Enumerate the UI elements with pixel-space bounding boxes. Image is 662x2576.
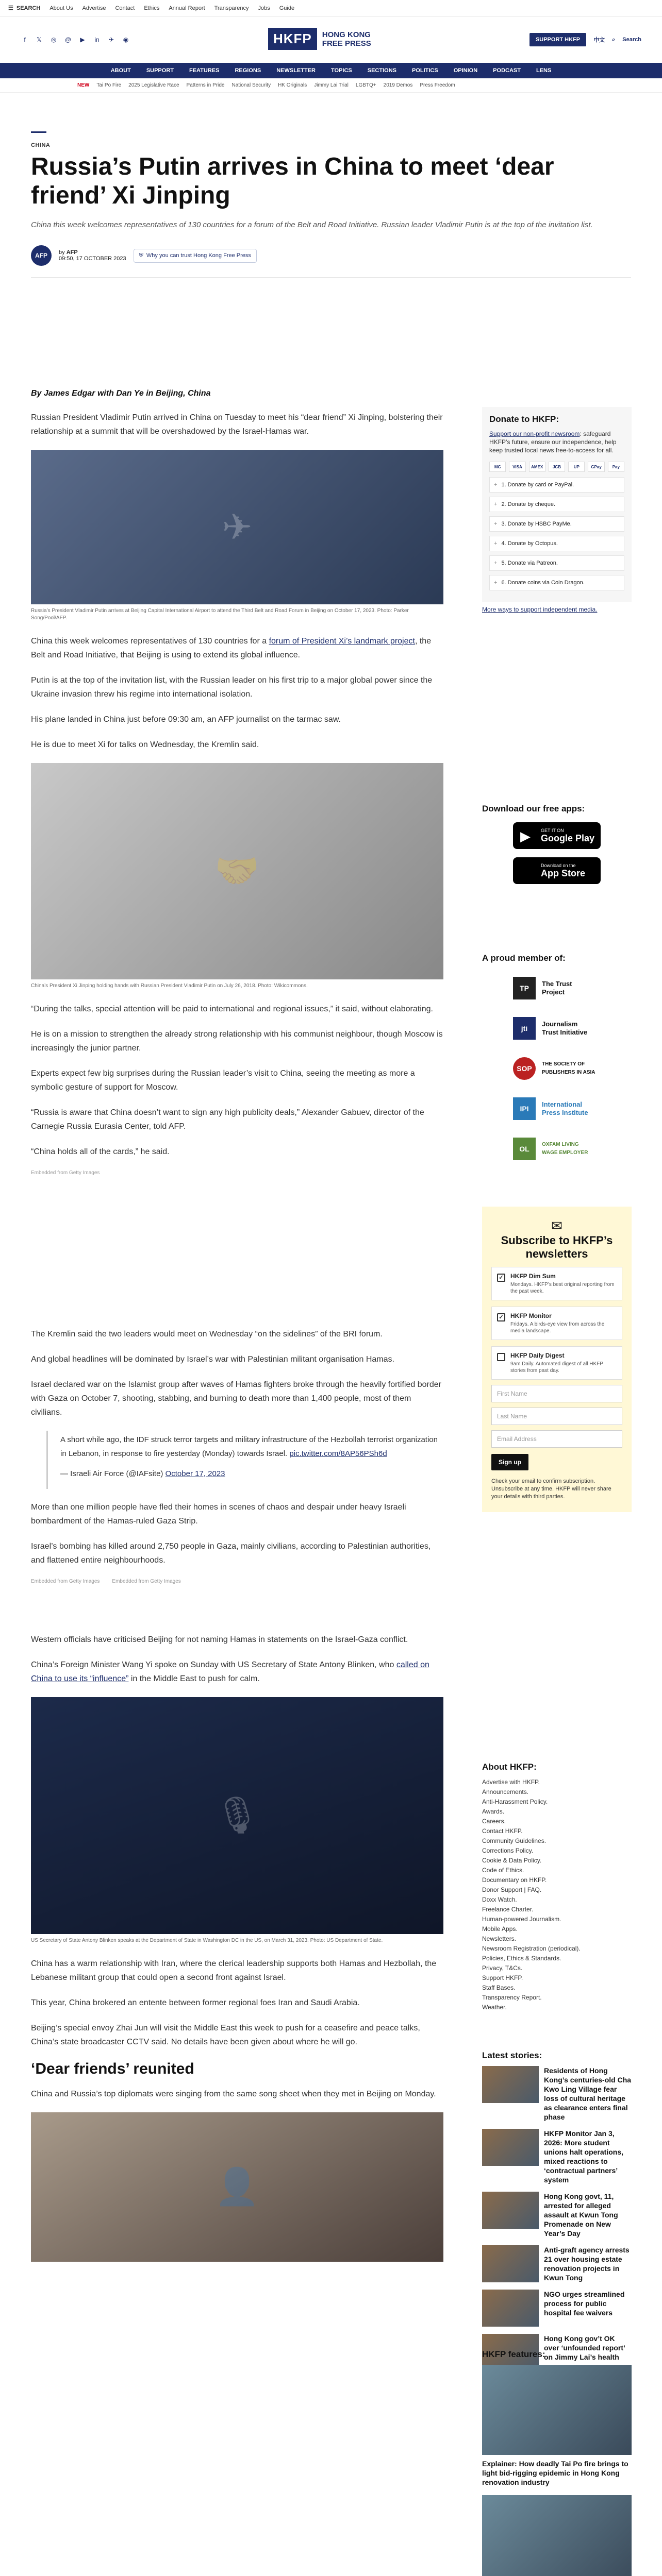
paragraph: Israel declared war on the Islamist group after waves of Hamas fighters broke through the heavily fortified border with Gaza on October 7, shooting, stabbing, and burning to death more than 1,400 people, most of them civilians. bbox=[31, 1380, 441, 1417]
applepay-icon: Pay bbox=[608, 462, 624, 472]
photo-caption: China’s President Xi Jinping holding hands with Russian President Vladimir Putin on July 26, 2018. Photo: Wikicommons. bbox=[31, 983, 308, 989]
donate-support-link[interactable]: Support our non-profit newsroom bbox=[489, 430, 580, 437]
newsletter-note: Check your email to confirm subscription. Unsubscribe at any time. HKFP will never share your details with third parties. bbox=[491, 1478, 611, 1500]
sidebar-donate bbox=[482, 407, 632, 613]
topbar-link-about[interactable]: About Us bbox=[49, 5, 73, 11]
linkedin-icon[interactable]: in bbox=[94, 36, 100, 43]
sidebar-latest bbox=[482, 2050, 632, 2378]
getty-embed-label: Embedded from Getty Images bbox=[31, 1579, 100, 1584]
unionpay-icon: UP bbox=[568, 462, 585, 472]
section-heading: ‘Dear friends’ reunited bbox=[31, 2060, 194, 2077]
blinken-photo bbox=[31, 1697, 443, 1934]
trending-new-label: NEW bbox=[77, 82, 90, 88]
newsletter-option-monitor[interactable]: ✓ HKFP Monitor Fridays. A birds-eye view from across the media landscape. bbox=[491, 1307, 622, 1340]
paragraph: Experts expect few big surprises during the Russian leader’s visit to China, seeing the meeting as more a symbolic gesture of support for Moscow. bbox=[31, 1069, 415, 1092]
nav-lens[interactable]: LENS bbox=[536, 67, 552, 74]
tweet-date-link[interactable]: October 17, 2023 bbox=[165, 1469, 225, 1478]
latest-story[interactable] bbox=[482, 2066, 632, 2122]
getty-embed-label: Embedded from Getty Images bbox=[31, 1170, 100, 1176]
paragraph: “China holds all of the cards,” he said. bbox=[31, 1147, 170, 1156]
sidebar-about bbox=[482, 1762, 632, 2012]
story-headline[interactable]: Anti-graft agency arrests 21 over housing estate renovation projects in Kwun Tong bbox=[544, 2246, 630, 2282]
trending-item[interactable]: HK Originals bbox=[278, 82, 307, 88]
paragraph: China and Russia’s top diplomats were singing from the same song sheet when they met in Beijing on Monday. bbox=[31, 2090, 436, 2098]
search-toggle[interactable]: ☰ SEARCH bbox=[8, 5, 41, 11]
logo-mark: HKFP bbox=[268, 28, 317, 50]
chinese-language-link[interactable]: 中文 bbox=[593, 37, 605, 43]
plus-icon: + bbox=[494, 540, 498, 547]
category-rule bbox=[31, 131, 46, 133]
image-icon: ✈ bbox=[222, 507, 253, 547]
photo-caption: US Secretary of State Antony Blinken speaks at the Department of State in Washington DC in the US, on March 31, 2023. Photo: US Department of State. bbox=[31, 1938, 383, 1943]
about-link[interactable]: Transparency Report. bbox=[482, 1994, 542, 2001]
plus-icon: + bbox=[494, 521, 498, 527]
header-search-label[interactable]: Search bbox=[622, 37, 641, 43]
about-link[interactable]: Privacy, T&Cs. bbox=[482, 1964, 523, 1972]
newsletter-option-daily-digest[interactable]: HKFP Daily Digest 9am Daily. Automated digest of all HKFP stories from past day. bbox=[491, 1346, 622, 1380]
donate-option[interactable]: + 6. Donate coins via Coin Dragon. bbox=[489, 575, 624, 590]
latest-story[interactable] bbox=[482, 2290, 632, 2327]
signup-button[interactable]: Sign up bbox=[491, 1454, 528, 1470]
about-link[interactable]: Anti-Harassment Policy. bbox=[482, 1798, 548, 1805]
main-nav bbox=[0, 63, 662, 78]
latest-list bbox=[482, 2066, 632, 2371]
story-headline[interactable]: Hong Kong gov’t OK over ‘unfounded report’ on Jimmy Lai’s health bbox=[544, 2334, 625, 2361]
member-trust-project[interactable]: TP The Trust Project bbox=[513, 973, 632, 1004]
embedded-tweet bbox=[46, 1431, 443, 1489]
mastercard-icon: MC bbox=[489, 462, 506, 472]
latest-story[interactable] bbox=[482, 2129, 632, 2184]
top-utility-bar bbox=[0, 0, 662, 16]
story-thumbnail[interactable] bbox=[482, 2129, 539, 2166]
donate-option[interactable]: + 2. Donate by cheque. bbox=[489, 497, 624, 512]
trending-item[interactable]: Jimmy Lai Trial bbox=[314, 82, 349, 88]
facebook-icon[interactable]: f bbox=[24, 36, 26, 43]
story-headline[interactable]: NGO urges streamlined process for public hospital fee waivers bbox=[544, 2290, 625, 2317]
story-thumbnail[interactable] bbox=[482, 2192, 539, 2229]
paragraph: Beijing’s special envoy Zhai Jun will visit the Middle East this week to push for a ceasefire and peace talks, China’s state broadcaster CCTV said. No details have been given about where he will go. bbox=[31, 2024, 420, 2046]
newsletter-title: Subscribe to HKFP’s newsletters bbox=[501, 1234, 613, 1260]
about-link[interactable]: Support HKFP. bbox=[482, 1974, 523, 1981]
byline-date: 09:50, 17 OCTOBER 2023 bbox=[59, 256, 126, 262]
image-icon: 👤 bbox=[214, 2166, 260, 2207]
ipi-logo: IPI bbox=[513, 1097, 536, 1120]
article-category[interactable]: CHINA bbox=[31, 142, 51, 148]
features-list bbox=[482, 2365, 632, 2576]
nav-politics[interactable]: POLITICS bbox=[411, 67, 438, 74]
sopa-logo: SOP bbox=[513, 1057, 536, 1080]
photo-caption: Russia’s President Vladimir Putin arrives at Beijing Capital International Airport to attend the Third Belt and Road Forum in Beijing on October 17, 2023. Photo: Parker Song/Pool/AFP. bbox=[31, 608, 409, 621]
sidebar-features bbox=[482, 2349, 632, 2576]
paragraph: The Kremlin said the two leaders would meet on Wednesday “on the sidelines” of the BRI forum. bbox=[31, 1330, 383, 1338]
image-icon: 🤝 bbox=[214, 851, 260, 891]
about-link[interactable]: Community Guidelines. bbox=[482, 1837, 547, 1844]
apps-title: Download our free apps: bbox=[482, 804, 585, 814]
donate-box bbox=[482, 407, 632, 602]
paragraph: His plane landed in China just before 09:30 am, an AFP journalist on the tarmac saw. bbox=[31, 715, 341, 724]
trust-badge[interactable]: ⛨ Why you can trust Hong Kong Free Press bbox=[134, 249, 257, 263]
about-link[interactable]: Corrections Policy. bbox=[482, 1847, 534, 1854]
plus-icon: + bbox=[494, 501, 498, 507]
sidebar-members bbox=[482, 953, 632, 1164]
trending-item[interactable]: National Security bbox=[231, 82, 271, 88]
story-thumbnail[interactable] bbox=[482, 2066, 539, 2103]
last-name-input[interactable]: Last Name bbox=[491, 1408, 622, 1425]
google-play-icon: ▶ bbox=[520, 828, 531, 844]
trending-item[interactable]: LGBTQ+ bbox=[355, 82, 376, 88]
plus-icon: + bbox=[494, 580, 498, 586]
checkbox[interactable]: ✓ bbox=[497, 1313, 505, 1321]
about-link[interactable]: Weather. bbox=[482, 2004, 507, 2011]
about-link[interactable]: Careers. bbox=[482, 1818, 506, 1825]
nav-sections[interactable]: SECTIONS bbox=[367, 67, 396, 74]
author-line: By James Edgar with Dan Ye in Beijing, China bbox=[31, 389, 211, 398]
paragraph: He is due to meet Xi for talks on Wednesday, the Kremlin said. bbox=[31, 740, 259, 749]
topbar-link-advertise[interactable]: Advertise bbox=[82, 5, 106, 11]
paragraph: More than one million people have fled their homes in scenes of chaos and despair under heavy Israeli bombardment of the Hamas-ruled Gaza Strip. bbox=[31, 1503, 406, 1526]
feature-thumbnail[interactable] bbox=[482, 2365, 632, 2455]
feature-card[interactable] bbox=[482, 2495, 632, 2576]
app-store-button[interactable]: Download on the App Store bbox=[513, 857, 601, 884]
jcb-icon: JCB bbox=[549, 462, 565, 472]
nav-podcast[interactable]: PODCAST bbox=[493, 67, 521, 74]
nav-about[interactable]: ABOUT bbox=[110, 67, 131, 74]
donate-title: Donate to HKFP: bbox=[489, 414, 559, 424]
threads-icon[interactable]: @ bbox=[64, 36, 72, 43]
more-ways-link[interactable]: More ways to support independent media. bbox=[482, 606, 598, 613]
paragraph: This year, China brokered an entente between former regional foes Iran and Saudi Arabia. bbox=[31, 1998, 360, 2007]
tweet-signature: — Israeli Air Force (@IAFsite) October 17, 2023 bbox=[60, 1469, 225, 1478]
plus-icon: + bbox=[494, 482, 498, 488]
author-avatar: AFP bbox=[31, 245, 52, 266]
email-input[interactable]: Email Address bbox=[491, 1430, 622, 1448]
member-jti[interactable]: jti Journalism Trust Initiative bbox=[513, 1013, 632, 1044]
feature-card[interactable] bbox=[482, 2365, 632, 2487]
about-link[interactable]: Policies, Ethics & Standards. bbox=[482, 1955, 561, 1962]
about-link[interactable]: Announcements. bbox=[482, 1788, 529, 1795]
paragraph: Russian President Vladimir Putin arrived in China on Tuesday to meet his “dear friend” Xi Jinping, bolstering their relationship at a summit that will be overshadowed by the Israel-Hamas war. bbox=[31, 413, 443, 436]
blinken-influence-link[interactable]: called on China to use its “influence” bbox=[31, 1660, 429, 1683]
getty-embed-row bbox=[31, 1579, 443, 1597]
members-title: A proud member of: bbox=[482, 953, 566, 963]
envelope-icon: ✉ bbox=[551, 1218, 562, 1233]
googlepay-icon: GPay bbox=[588, 462, 604, 472]
paragraph: China this week welcomes representatives of 130 countries for a forum of President Xi’s landmark project, the Belt and Road Initiative, that Beijing is using to extend its global influence. bbox=[31, 637, 432, 659]
latest-story[interactable] bbox=[482, 2192, 632, 2238]
sidebar-newsletter bbox=[482, 1200, 632, 1512]
about-link[interactable]: Awards. bbox=[482, 1808, 505, 1815]
paragraph: China’s Foreign Minister Wang Yi spoke on Sunday with US Secretary of State Antony Blinken, who called on China to use its “influence” in the Middle East to push for calm. bbox=[31, 1660, 429, 1683]
nav-support[interactable]: SUPPORT bbox=[146, 67, 174, 74]
features-title: HKFP features: bbox=[482, 2349, 545, 2359]
about-link[interactable]: Cookie & Data Policy. bbox=[482, 1857, 542, 1864]
nav-opinion[interactable]: OPINION bbox=[453, 67, 478, 74]
about-link[interactable]: Advertise with HKFP. bbox=[482, 1778, 540, 1786]
feature-thumbnail[interactable] bbox=[482, 2495, 632, 2576]
xi-putin-photo bbox=[31, 763, 443, 979]
about-link[interactable]: Donor Support | FAQ. bbox=[482, 1886, 542, 1893]
paragraph: Western officials have criticised Beijing for not naming Hamas in statements on the Israel-Gaza conflict. bbox=[31, 1635, 408, 1644]
getty-embed-space bbox=[31, 1597, 443, 1633]
jti-logo: jti bbox=[513, 1017, 536, 1040]
topbar-link-ethics[interactable]: Ethics bbox=[144, 5, 160, 11]
about-link[interactable]: Freelance Charter. bbox=[482, 1906, 534, 1913]
trust-project-logo: TP bbox=[513, 977, 536, 999]
article-standfirst: China this week welcomes representatives of 130 countries for a forum of the Belt and Road Initiative. Russian leader Vladimir Putin is at the top of the invitation list. bbox=[31, 221, 593, 229]
about-link[interactable]: Mobile Apps. bbox=[482, 1925, 518, 1933]
nav-newsletter[interactable]: NEWSLETTER bbox=[276, 67, 316, 74]
newsletter-option-dim-sum[interactable]: ✓ HKFP Dim Sum Mondays. HKFP’s best original reporting from the past week. bbox=[491, 1267, 622, 1300]
oxfam-logo: OL bbox=[513, 1138, 536, 1160]
donate-option[interactable]: + 3. Donate by HSBC PayMe. bbox=[489, 516, 624, 532]
telegram-icon[interactable]: ✈ bbox=[108, 36, 114, 43]
latest-story[interactable] bbox=[482, 2245, 632, 2282]
article-title: Russia’s Putin arrives in China to meet ‘dear friend’ Xi Jinping bbox=[31, 153, 554, 209]
topbar-link-guide[interactable]: Guide bbox=[279, 5, 295, 11]
about-title: About HKFP: bbox=[482, 1762, 537, 1772]
first-name-input[interactable]: First Name bbox=[491, 1385, 622, 1402]
tweet-text: A short while ago, the IDF struck terror targets and military infrastructure of the Hezbollah terrorist organization in Lebanon, in response to fire yesterday (Monday) towards Israel. pic.twitter.com/8AP56PSh6d bbox=[60, 1435, 438, 1458]
story-thumbnail[interactable] bbox=[482, 2245, 539, 2282]
topbar-link-annual-report[interactable]: Annual Report bbox=[169, 5, 205, 11]
donate-option[interactable]: + 4. Donate by Octopus. bbox=[489, 536, 624, 551]
visa-icon: VISA bbox=[509, 462, 525, 472]
sidebar-apps bbox=[482, 804, 632, 884]
topbar-link-jobs[interactable]: Jobs bbox=[258, 5, 270, 11]
member-sopa[interactable]: SOP THE SOCIETY OF PUBLISHERS IN ASIA bbox=[513, 1053, 632, 1084]
about-link[interactable]: Newsroom Registration (periodical). bbox=[482, 1945, 581, 1952]
about-link[interactable]: Contact HKFP. bbox=[482, 1827, 523, 1835]
donate-option[interactable]: + 5. Donate via Patreon. bbox=[489, 555, 624, 571]
paragraph: Israel’s bombing has killed around 2,750 people in Gaza, mainly civilians, according to Palestinian authorities, and flattened entire neighbourhoods. bbox=[31, 1542, 431, 1565]
latest-title: Latest stories: bbox=[482, 2050, 542, 2060]
nav-topics[interactable]: TOPICS bbox=[330, 67, 352, 74]
google-play-button[interactable]: ▶ GET IT ON Google Play bbox=[513, 822, 601, 849]
rss-icon[interactable]: ◉ bbox=[123, 36, 129, 43]
article-header bbox=[31, 131, 631, 289]
site-logo[interactable] bbox=[268, 28, 371, 50]
story-headline[interactable]: Hong Kong govt, 11, arrested for alleged assault at Kwun Tong Promenade on New Year’s Day bbox=[544, 2192, 618, 2238]
nav-regions[interactable]: REGIONS bbox=[235, 67, 261, 74]
trending-item[interactable]: 2025 Legislative Race bbox=[128, 82, 179, 88]
instagram-icon[interactable]: ◎ bbox=[51, 36, 57, 43]
feature-headline[interactable]: Explainer: How deadly Tai Po fire brings to light bid-rigging epidemic in Hong Kong renovation industry bbox=[482, 2460, 628, 2486]
article-body bbox=[31, 386, 443, 2262]
nav-features[interactable]: FEATURES bbox=[189, 67, 220, 74]
story-headline[interactable]: Residents of Hong Kong’s centuries-old Cha Kwo Ling Village fear loss of cultural heritage as clearance enters final phase bbox=[544, 2066, 632, 2121]
support-hkfp-button[interactable]: SUPPORT HKFP bbox=[529, 33, 586, 46]
lavrov-photo bbox=[31, 2112, 443, 2262]
about-link[interactable]: Newsletters. bbox=[482, 1935, 517, 1942]
trending-item[interactable]: Patterns in Pride bbox=[186, 82, 225, 88]
tweet-media-link[interactable]: pic.twitter.com/8AP56PSh6d bbox=[289, 1449, 387, 1458]
paragraph: And global headlines will be dominated by Israel’s war with Palestinian militant organisation Hamas. bbox=[31, 1355, 394, 1364]
image-icon: 🎙 bbox=[214, 1795, 260, 1835]
about-link[interactable]: Human-powered Journalism. bbox=[482, 1916, 561, 1923]
twitter-icon[interactable]: 𝕏 bbox=[37, 36, 42, 43]
story-thumbnail[interactable] bbox=[482, 2290, 539, 2327]
paragraph: He is on a mission to strengthen the already strong relationship with his communist neighbour, though Moscow is increasingly the junior partner. bbox=[31, 1030, 443, 1053]
trending-item[interactable]: Press Freedom bbox=[420, 82, 455, 88]
getty-embed-label: Embedded from Getty Images bbox=[112, 1579, 181, 1584]
trending-item[interactable]: Tai Po Fire bbox=[96, 82, 122, 88]
about-link[interactable]: Doxx Watch. bbox=[482, 1896, 517, 1903]
newsletter-box bbox=[482, 1207, 632, 1512]
shield-icon: ⛨ bbox=[139, 252, 143, 259]
payment-icons bbox=[489, 462, 624, 472]
putin-arrival-photo bbox=[31, 450, 443, 604]
about-link[interactable]: Code of Ethics. bbox=[482, 1867, 524, 1874]
menu-icon: ☰ bbox=[8, 5, 13, 11]
divider bbox=[31, 277, 631, 278]
byline-author[interactable]: AFP bbox=[66, 249, 78, 256]
about-list bbox=[482, 1777, 632, 2012]
youtube-icon[interactable]: ▶ bbox=[80, 36, 85, 43]
amex-icon: AMEX bbox=[529, 462, 545, 472]
donate-text: Support our non-profit newsroom: safeguard HKFP’s future, ensure our independence, help keep trusted local news free-to-access for all. bbox=[489, 430, 617, 454]
member-oxfam[interactable]: OL OXFAM LIVING WAGE EMPLOYER bbox=[513, 1133, 632, 1164]
about-link[interactable]: Staff Bases. bbox=[482, 1984, 516, 1991]
site-header bbox=[0, 16, 662, 63]
trending-item[interactable]: 2019 Demos bbox=[383, 82, 413, 88]
member-ipi[interactable]: IPI International Press Institute bbox=[513, 1093, 632, 1124]
about-link[interactable]: Documentary on HKFP. bbox=[482, 1876, 547, 1884]
paragraph: “Russia is aware that China doesn’t want to sign any high publicity deals,” Alexander Gabuev, director of the Carnegie Russia Eurasia Center, told AFP. bbox=[31, 1108, 424, 1131]
search-icon[interactable]: ⌕ bbox=[612, 36, 616, 43]
story-headline[interactable]: HKFP Monitor Jan 3, 2026: More student unions halt operations, mixed reactions to ‘contractual partners’ system bbox=[544, 2129, 624, 2184]
checkbox[interactable]: ✓ bbox=[497, 1274, 505, 1282]
byline bbox=[31, 245, 631, 266]
topbar-link-contact[interactable]: Contact bbox=[115, 5, 135, 11]
topbar-link-transparency[interactable]: Transparency bbox=[214, 5, 249, 11]
paragraph: Putin is at the top of the invitation list, with the Russian leader on his first trip to a major global power since the Ukraine invasion threw his regime into international isolation. bbox=[31, 676, 433, 699]
paragraph: “During the talks, special attention will be paid to international and regional issues,” it said, without elaborating. bbox=[31, 1005, 433, 1013]
donate-option[interactable]: + 1. Donate by card or PayPal. bbox=[489, 477, 624, 493]
social-links bbox=[21, 36, 130, 44]
checkbox[interactable] bbox=[497, 1353, 505, 1361]
byline-by: by bbox=[59, 249, 65, 256]
plus-icon: + bbox=[494, 560, 498, 566]
trending-bar bbox=[0, 78, 662, 93]
bri-forum-link[interactable]: forum of President Xi’s landmark project bbox=[269, 637, 415, 646]
logo-wordmark: HONG KONG FREE PRESS bbox=[322, 30, 371, 48]
getty-embed-space bbox=[31, 1188, 443, 1327]
paragraph: China has a warm relationship with Iran, where the clerical leadership supports both Hamas and Hezbollah, the Lebanese militant group that could open a second front against Israel. bbox=[31, 1959, 437, 1982]
